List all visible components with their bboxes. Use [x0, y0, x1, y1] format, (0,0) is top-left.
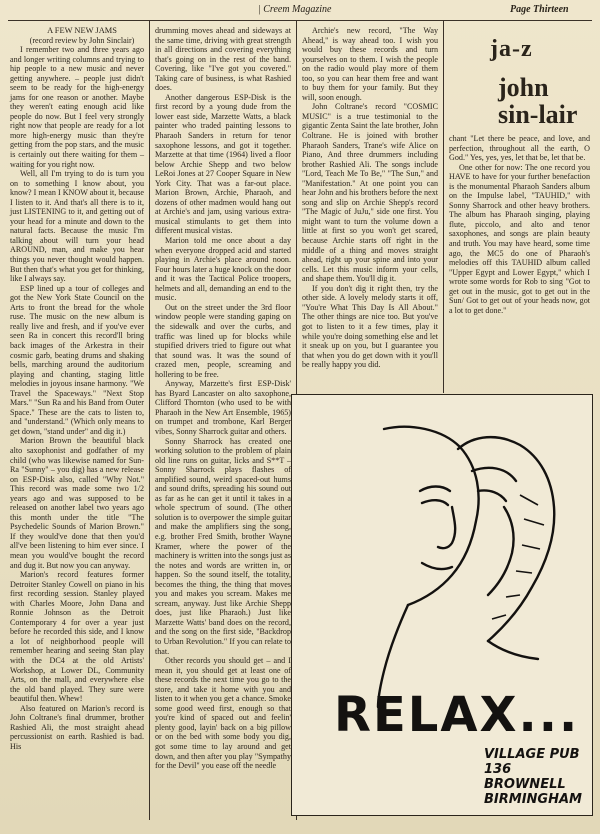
article-byline: (record review by John Sinclair): [29, 35, 135, 45]
paragraph: Another dangerous ESP-Disk is the first record by a young dude from the lower east side, Marzette Watts, a black painter who traded painting lessons to Pharaoh Sanders in return for tenor saxophone lessons, and got it together. Marzette at that time (1964) lived a floor below Archie Shepp and two below LeRoi Jones at 27 Cooper Square in New York City. That was a far-out place. Marion Brown, Archie, Pharaoh, and dozens of other madmen would hang out at Archie's and jam, using various extra-musical stimulants to get them into different musical vistas.: [155, 92, 291, 236]
venue-city: BIRMINGHAM: [484, 792, 582, 807]
venue-address: 136 BROWNELL: [484, 762, 566, 792]
face-contour: [384, 427, 479, 605]
paragraph: Also featured on Marion's record is John Coltrane's final drummer, brother Rashied Ali, the most straight ahead percussionist on earth. Rashied is bad. His: [10, 703, 144, 751]
author-name: john sin-lair: [498, 73, 578, 129]
venue-block: [484, 747, 592, 807]
venue-name: VILLAGE PUB: [484, 747, 580, 762]
paragraph: drumming moves ahead and sideways at the same time, driving with great strength in all directions and covering everything that's going on in the rest of the band. Covering, like "I've got you covered." Taking care of business, is what Rashied does.: [155, 26, 291, 93]
eyebrow: [420, 487, 450, 492]
nose: [438, 507, 455, 548]
column-rule: [443, 20, 444, 393]
article-headline: A FEW NEW JAMS: [47, 26, 117, 35]
paragraph: Other records you should get – and I mean it, you should get at least one of these records the next time you go to the store, and take it home with you and listen to it when you get a chance. Smoke some good weed first, enough so that you're kind of spaced out and feelin' plenty good, layin' back on a big pillow or on the bed with some body you dig, got some time to lay around and get down, and then after you play "Sympathy for the Devil" you ease off the needle: [155, 656, 291, 771]
article-column-3: [302, 26, 438, 370]
article-column-1: [10, 26, 144, 751]
eye: [422, 500, 448, 505]
paragraph: Well, all I'm trying to do is turn you on to something I know about, you know? I mean I KNOW about it, because I listen to it. And that's all there is to it, just LISTENING to it, and getting out of your head for a minute and down to the natural facts. Because the music I'm talking about will turn your head AROUND, man, and make you hear things you never thought would happen. But then that's what you get for thinking, like I always say.: [10, 169, 144, 284]
paragraph: ESP lined up a tour of colleges and got the New York State Council on the Arts to front the bread for the whole ruse. The music on the new album is really live and fresh, and if you've ever seen Ra in concert this record'll bring back images of the Arkestra in their cosmic garb, beating drums and shaking bells, marching around the auditorium playing and chanting, staging little melodies in joyous insane harmony. "We Travel the Spaceways." "Next Stop Mars." "Sun Ra and his Band from Outer Space." These are the cats to listen to, and "understand." (Which only means to get down, "stand under" and dig it.): [10, 283, 144, 436]
paragraph: Anyway, Marzette's first ESP-Disk' has Byard Lancaster on alto saxophone, Clifford Thornton (who used to be with Pharaoh in the New Art Ensemble, 1965) on trumpet and trombone, Karl Berger vibes, Sonny Sharrock guitar and others.: [155, 379, 291, 436]
paragraph: I remember two and three years ago and longer writing columns and trying to hip people to a new music and never getting anywhere. – people just didn't seem to be ready for the high-energy jams for one reason or another. Maybe they weren't eating enough acid like people do now. But I feel very strongly right now that people are ready for a lot more high-energy music than they're getting from the pop stars, and the music is certainly out there waiting for them – waiting for you right now.: [10, 45, 144, 169]
column-title: ja-z: [490, 36, 533, 62]
paragraph: chant "Let there be peace, and love, and perfection, throughout all the earth, O God." Yes, yes, yes, let that be, let that be.: [449, 134, 590, 163]
paragraph: Marion Brown the beautiful black alto saxophonist and godfather of my child (who was likewise named for Sun-Ra "Sunny" – you dig) has a new release on ESP-Disk also, called "Why Not." This record was made some two 1/2 years ago and was supposed to be released on another label two years ago this month under the title "The Psychedelic Sounds of Marion Brown." If they would've done that then you'd all've been listening to him ever since. I mean you would've bought the record and dug it. But now you can anyway.: [10, 436, 144, 570]
header-rule: [8, 20, 592, 21]
paragraph: One other for now: The one record you HAVE to have for your further benefaction is the monumental Pharaoh Sanders album on the Impulse label, "TAUHID," with Sonny Sharrock and other heavy brothers. The album has Pharaoh singing, playing flute, piccolo, and alto and tenor saxophones, and songs are plain beauty and truth. You may have heard, some time ago, the MC5 do one of Pharaoh's melodies off this TAUHID album called "Upper Egypt and Lower Egypt," which I wrote some words for Rob to sing "Got to get out in the music, got to get out in the Sun/ Got to get out of your heads now, got a lot to get done.": [449, 162, 590, 315]
paragraph: Out on the street under the 3rd floor window people were standing gaping on the sidewalk and over the curbs, and traffic was lined up for blocks while stupified drivers tried to figure out what that sound was. It was the sound of crazed men, people, screaming and hollering to be free.: [155, 302, 291, 379]
advertisement: [291, 394, 593, 816]
paragraph: Sonny Sharrock has created one working solution to the problem of plain old line runs on guitar, licks and S**T – Sonny Sharrock plays flashes of amplified sound, weird spaced-out hums and sound drifts, spreading his sound out as far as he can get it until it takes in a whole spectrum of sound. (The other solution is to overpower the simple guitar and make the amplifiers sing the song, e.g. brother Fred Smith, brother Wayne Kramer, where the power of the machinery is written into the songs just as the notes and words are written in, or happen. So the sound itself, the totality, becomes the thing, the thing that moves you and makes you scream. Makes me scream, anyway. Just like Archie Shepp does, just like Pharaoh.) Just like Marzette Watts' band does on the record, and the song on the first side, "Backdrop to Urban Revolution." If you can relate to that.: [155, 436, 292, 656]
paragraph: Marion told me once about a day when everyone dropped acid and started playing in Archie's place around noon. Four hours later a huge knock on the door and it was the Tactical Police troopers, helmets and all, demanding an end to the music.: [155, 236, 291, 303]
ad-headline: RELAX...: [334, 687, 580, 743]
magazine-name: | Creem Magazine: [258, 4, 332, 15]
article-column-4: [449, 134, 590, 315]
article-column-2: [155, 26, 291, 771]
paragraph: John Coltrane's record "COSMIC MUSIC" is a true testimonial to the gigantic Zenta Saint the late brother, John Coltrane. He is joined with brother Pharaoh Sanders, Trane's wife Alice on Piano, And three drummers including brother Rashied Ali. The songs include "Lord, Teach Me To Be," "The Sun," and "Manifestation." At one point you can hear John and his brothers before the next song and slip on Archie Shepp's record "The Magic of JuJu," side one first. You might want to turn the volume down a little at first so you won't get scared, because Archie starts off right in the middle of a thing and moves straight ahead, right up your spine and into your cells. Let this music inform your cells, and shape them. You'll dig it.: [302, 102, 438, 284]
page-number: Page Thirteen: [510, 4, 569, 15]
paragraph: If you don't dig it right then, try the other side. A lovely melody starts it off, "You're What This Day Is All About." The other things are nice too. But you've got to listen to it a few times, play it while you're doing something else and let it sneak up on you, but I guarantee you that when you do get down with it you'll be really happy you did.: [302, 283, 438, 370]
paragraph: Archie's new record, "The Way Ahead," is way ahead too. I wish you would buy these records and turn yourselves on to them. I wish the people on the radio would play more of them too, so you can hear them free and want to buy them for your family. But they will, soon enough.: [302, 26, 438, 102]
paragraph: Marion's record features former Detroiter Stanley Cowell on piano in his first recording session. Stanley played with Charles Moore, John Dana and Ronnie Johnson as the Detroit Contemporary 4 for over a year just before he recorded this side, and I know a lot of neighborhood people will remember hearing and seeing Stan play with the DC4 at the old Artists' Workshop, at Lower DL, Community Arts, on the mall, and everywhere else the old band played. They sure were beautiful then. Whew!: [10, 570, 144, 704]
column-rule: [149, 20, 150, 820]
mouth: [422, 563, 452, 569]
